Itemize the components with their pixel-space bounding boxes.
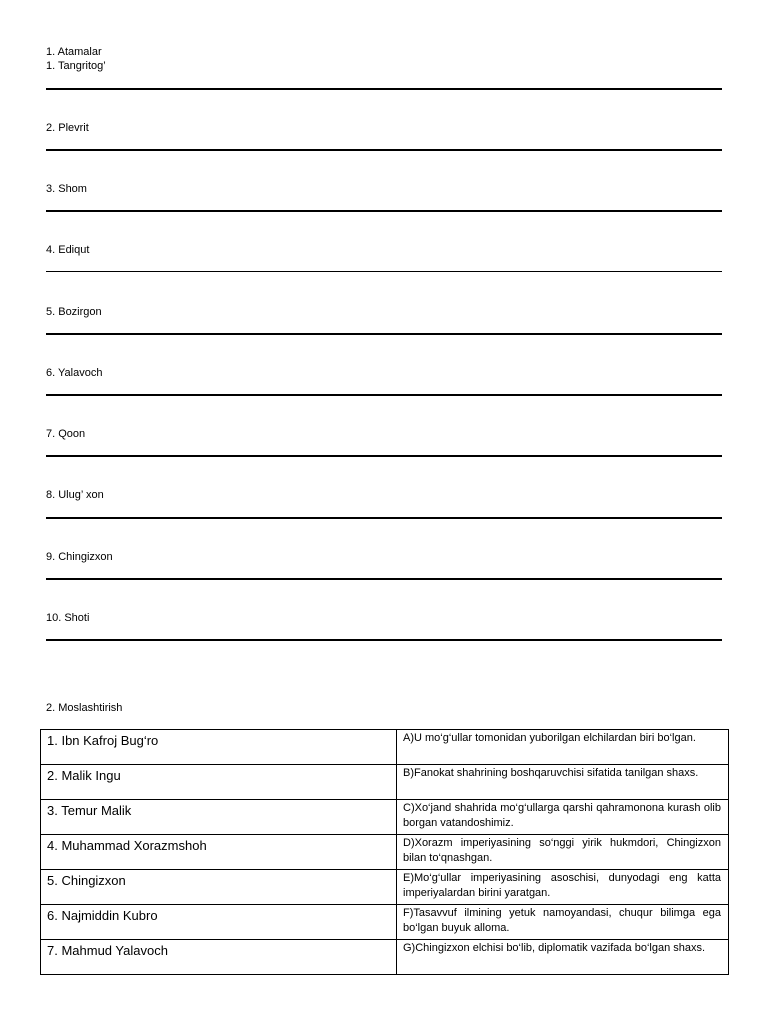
term-item	[46, 550, 722, 610]
term-label: 3. Shom	[46, 183, 87, 195]
person-cell: 4. Muhammad Xorazmshoh	[41, 835, 397, 870]
answer-line[interactable]	[46, 149, 722, 151]
answer-line[interactable]	[46, 639, 722, 641]
person-cell: 1. Ibn Kafroj Bug‘ro	[41, 730, 397, 765]
person-cell: 5. Chingizxon	[41, 870, 397, 905]
term-item	[46, 366, 722, 426]
term-item	[46, 182, 722, 242]
answer-line[interactable]	[46, 333, 722, 335]
term-label: 6. Yalavoch	[46, 367, 103, 379]
person-cell: 3. Temur Malik	[41, 800, 397, 835]
term-item	[46, 611, 722, 671]
term-item	[46, 427, 722, 487]
person-cell: 7. Mahmud Yalavoch	[41, 940, 397, 975]
table-row	[41, 730, 729, 765]
table-row	[41, 870, 729, 905]
term-label: 9. Chingizxon	[46, 551, 113, 563]
description-cell: G)Chingizxon elchisi bo‘lib, diplomatik vazifada bo‘lgan shaxs.	[397, 940, 729, 975]
description-cell: B)Fanokat shahrining boshqaruvchisi sifatida tanilgan shaxs.	[397, 765, 729, 800]
description-cell: F)Tasavvuf ilmining yetuk namoyandasi, chuqur bilimga ega bo‘lgan buyuk alloma.	[397, 905, 729, 940]
description-cell: D)Xorazm imperiyasining so‘nggi yirik hukmdori, Chingizxon bilan to‘qnashgan.	[397, 835, 729, 870]
description-cell: A)U mo‘g‘ullar tomonidan yuborilgan elchilardan biri bo‘lgan.	[397, 730, 729, 765]
term-label: 5. Bozirgon	[46, 306, 102, 318]
table-row	[41, 835, 729, 870]
answer-line[interactable]	[46, 88, 722, 90]
description-cell: E)Mo‘g‘ullar imperiyasining asoschisi, dunyodagi eng katta imperiyalardan birini yaratgan.	[397, 870, 729, 905]
term-item	[46, 488, 722, 548]
term-label: 4. Ediqut	[46, 244, 90, 256]
answer-line[interactable]	[46, 271, 722, 272]
term-label: 2. Plevrit	[46, 122, 89, 134]
section-1-title: 1. Atamalar	[46, 46, 102, 58]
table-row	[41, 765, 729, 800]
term-label: 10. Shoti	[46, 612, 90, 624]
term-item	[46, 59, 722, 119]
table-row	[41, 800, 729, 835]
answer-line[interactable]	[46, 210, 722, 212]
answer-line[interactable]	[46, 578, 722, 580]
answer-line[interactable]	[46, 455, 722, 457]
term-item	[46, 243, 722, 303]
table-row	[41, 905, 729, 940]
section-2-title: 2. Moslashtirish	[46, 702, 123, 714]
matching-table	[40, 729, 729, 975]
term-label: 8. Ulug’ xon	[46, 489, 104, 501]
table-row	[41, 940, 729, 975]
term-item	[46, 305, 722, 365]
answer-line[interactable]	[46, 517, 722, 519]
term-label: 7. Qoon	[46, 428, 86, 440]
person-cell: 2. Malik Ingu	[41, 765, 397, 800]
answer-line[interactable]	[46, 394, 722, 396]
term-label: 1. Tangritog’	[46, 60, 106, 72]
term-item	[46, 121, 722, 181]
description-cell: C)Xo‘jand shahrida mo‘g‘ullarga qarshi qahramonona kurash olib borgan vatandoshimiz.	[397, 800, 729, 835]
person-cell: 6. Najmiddin Kubro	[41, 905, 397, 940]
